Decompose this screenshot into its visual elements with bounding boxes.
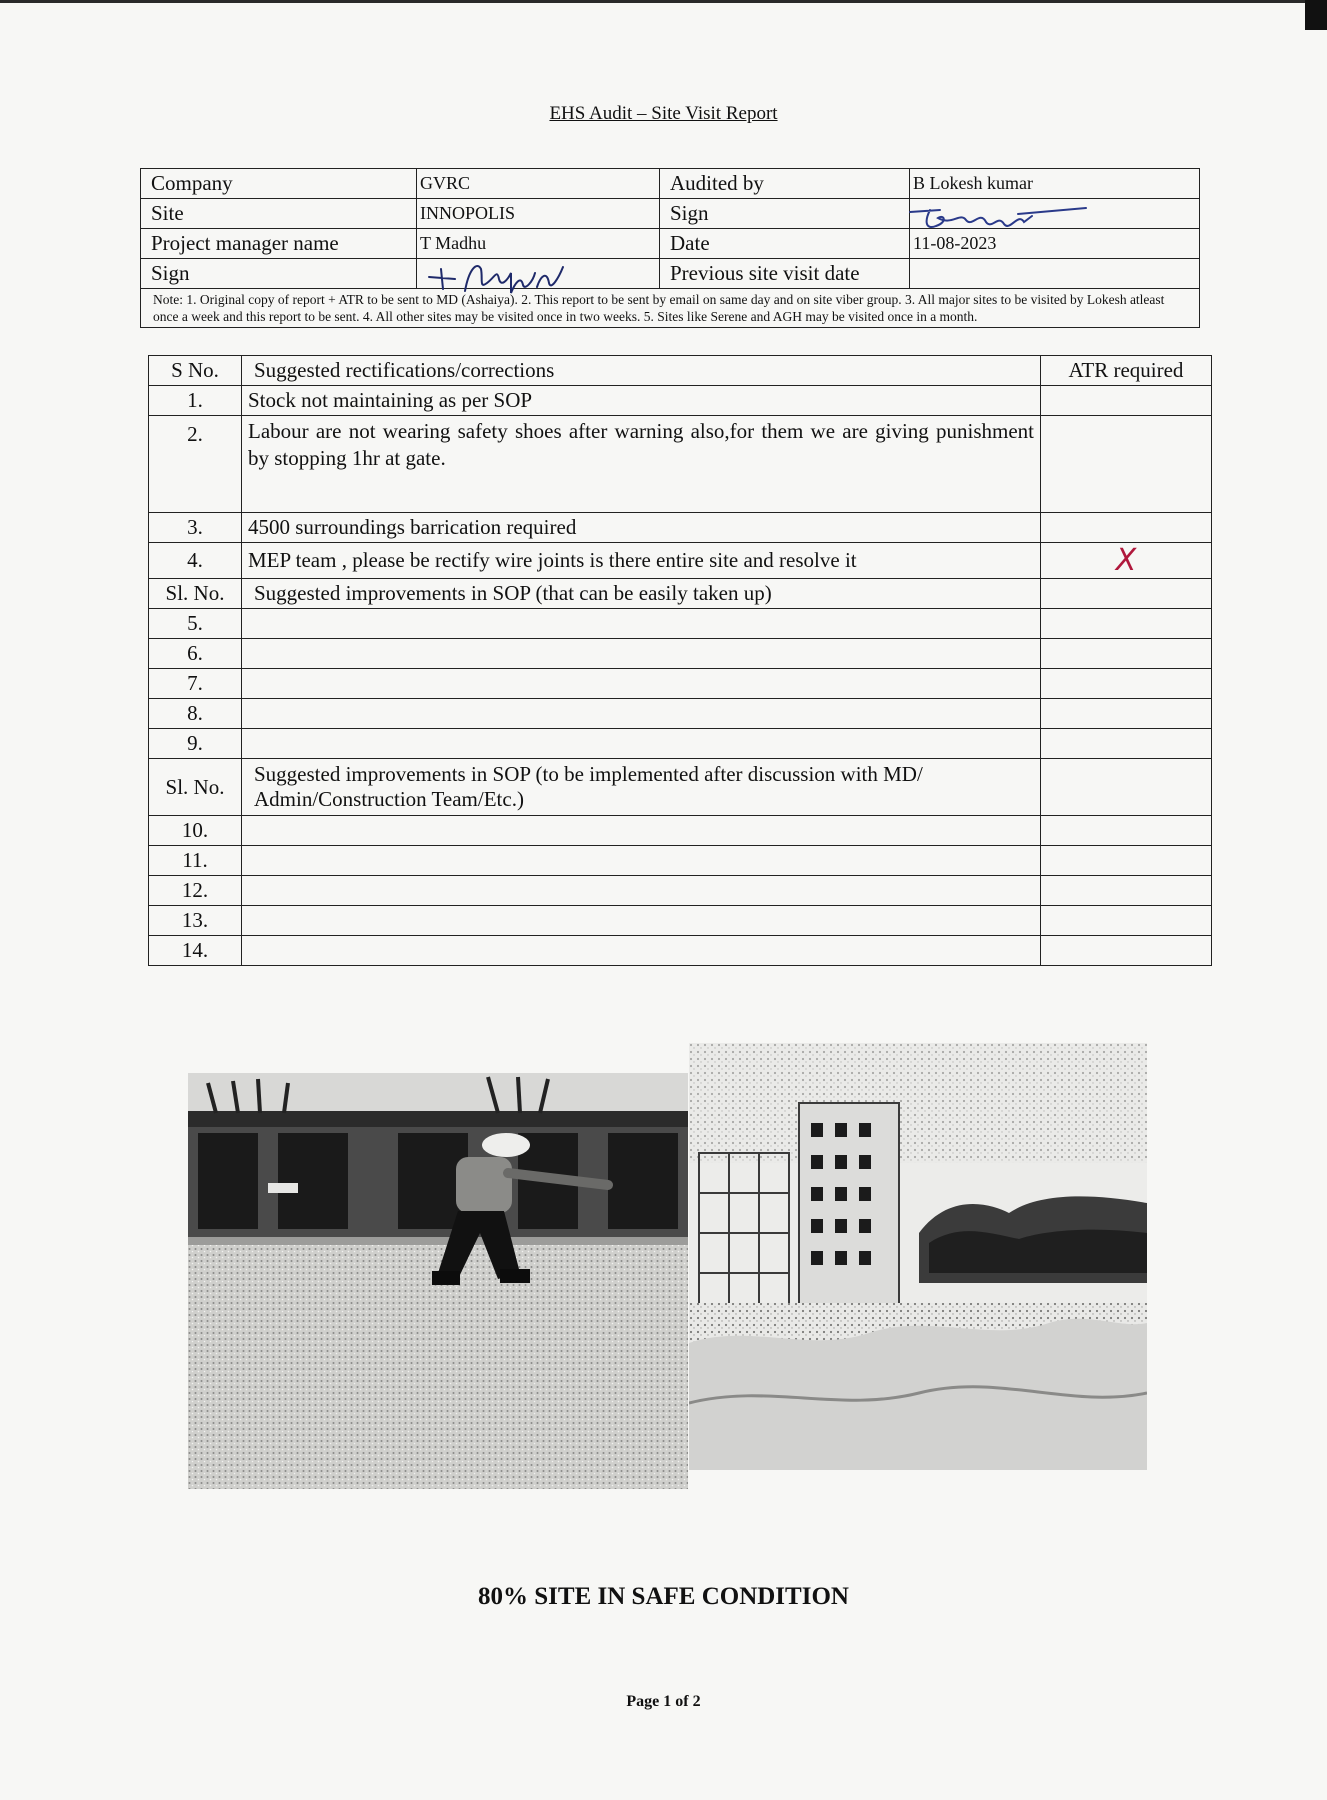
atr-cell	[1041, 416, 1212, 513]
atr-cell	[1041, 876, 1212, 906]
site-photo-worker	[188, 1073, 688, 1489]
table-row	[149, 543, 1212, 579]
atr-cell	[1041, 513, 1212, 543]
row-text	[242, 816, 1041, 846]
prev-visit-value	[910, 259, 1200, 289]
row-text	[242, 669, 1041, 699]
row-text: Labour are not wearing safety shoes after warning also,for them we are giving punishment by stopping 1hr at gate.	[242, 416, 1041, 513]
table-row	[149, 876, 1212, 906]
table-row	[149, 386, 1212, 416]
row-number: 10.	[149, 816, 242, 846]
row-number: 12.	[149, 876, 242, 906]
row-number: 8.	[149, 699, 242, 729]
row-number: 14.	[149, 936, 242, 966]
audited-by-label: Audited by	[660, 169, 910, 199]
pm-signature	[425, 255, 585, 297]
note-text: Note: 1. Original copy of report + ATR to be sent to MD (Ashaiya). 2. This report to be sent by email on same day and on site viber group. 3. All major sites to be visited by Lokesh atleast once a week and this report to be sent. 4. All other sites may be visited once in two weeks. 5. Sites like Serene and AGH may be visited once in a month.	[141, 289, 1200, 328]
auditor-signature	[900, 200, 1090, 236]
table-row	[149, 639, 1212, 669]
pm-label: Project manager name	[141, 229, 417, 259]
atr-header: ATR required	[1041, 356, 1212, 386]
auditor-sign-label: Sign	[660, 199, 910, 229]
table-row	[149, 416, 1212, 513]
row-text	[242, 699, 1041, 729]
row-text: Stock not maintaining as per SOP	[242, 386, 1041, 416]
row-number: 5.	[149, 609, 242, 639]
company-label: Company	[141, 169, 417, 199]
table-row	[149, 609, 1212, 639]
table-row	[149, 816, 1212, 846]
atr-cell	[1041, 729, 1212, 759]
audited-by-value: B Lokesh kumar	[910, 169, 1200, 199]
table-row	[149, 729, 1212, 759]
safety-status-text: 80% SITE IN SAFE CONDITION	[478, 1583, 849, 1610]
scan-corner-mark	[1305, 0, 1327, 30]
row-text	[242, 639, 1041, 669]
row-number: 4.	[149, 543, 242, 579]
discussion-improvements-header: Suggested improvements in SOP (to be implemented after discussion with MD/ Admin/Construction Team/Etc.)	[242, 759, 1041, 816]
table-row	[149, 669, 1212, 699]
atr-cell	[1041, 846, 1212, 876]
atr-cross-mark: X	[1115, 543, 1137, 578]
prev-visit-label: Previous site visit date	[660, 259, 910, 289]
row-number: 3.	[149, 513, 242, 543]
row-text	[242, 906, 1041, 936]
audit-findings-table	[148, 355, 1212, 966]
atr-cell	[1041, 816, 1212, 846]
table-row	[149, 936, 1212, 966]
site-photo-building	[689, 1043, 1147, 1470]
row-number: 6.	[149, 639, 242, 669]
atr-cell	[1041, 609, 1212, 639]
row-number: 1.	[149, 386, 242, 416]
table-row	[149, 699, 1212, 729]
rectifications-header: Suggested rectifications/corrections	[242, 356, 1041, 386]
site-label: Site	[141, 199, 417, 229]
row-text	[242, 729, 1041, 759]
atr-cell	[1041, 699, 1212, 729]
table-row	[149, 846, 1212, 876]
row-text	[242, 876, 1041, 906]
atr-cell	[1041, 543, 1212, 579]
atr-cell	[1041, 639, 1212, 669]
row-number: 2.	[149, 416, 242, 513]
row-text: MEP team , please be rectify wire joints is there entire site and resolve it	[242, 543, 1041, 579]
row-text	[242, 936, 1041, 966]
sl-no-header: Sl. No.	[149, 579, 242, 609]
sno-header: S No.	[149, 356, 242, 386]
row-text: 4500 surroundings barrication required	[242, 513, 1041, 543]
easy-improvements-header: Suggested improvements in SOP (that can be easily taken up)	[242, 579, 1041, 609]
row-text	[242, 846, 1041, 876]
atr-cell	[1041, 759, 1212, 816]
header-info-table	[140, 168, 1200, 328]
pm-sign-label: Sign	[141, 259, 417, 289]
report-title: EHS Audit – Site Visit Report	[549, 103, 778, 124]
row-text	[242, 609, 1041, 639]
atr-cell	[1041, 579, 1212, 609]
atr-cell	[1041, 669, 1212, 699]
atr-cell	[1041, 386, 1212, 416]
site-value: INNOPOLIS	[417, 199, 660, 229]
table-row	[149, 513, 1212, 543]
row-number: 11.	[149, 846, 242, 876]
atr-cell	[1041, 906, 1212, 936]
table-row	[149, 906, 1212, 936]
sl-no-header: Sl. No.	[149, 759, 242, 816]
row-number: 9.	[149, 729, 242, 759]
page-number: Page 1 of 2	[626, 1693, 701, 1710]
company-value: GVRC	[417, 169, 660, 199]
row-number: 7.	[149, 669, 242, 699]
scan-edge	[0, 0, 1327, 3]
date-label: Date	[660, 229, 910, 259]
atr-cell	[1041, 936, 1212, 966]
pm-value: T Madhu	[417, 229, 660, 259]
row-number: 13.	[149, 906, 242, 936]
date-value: 11-08-2023	[910, 229, 1200, 259]
